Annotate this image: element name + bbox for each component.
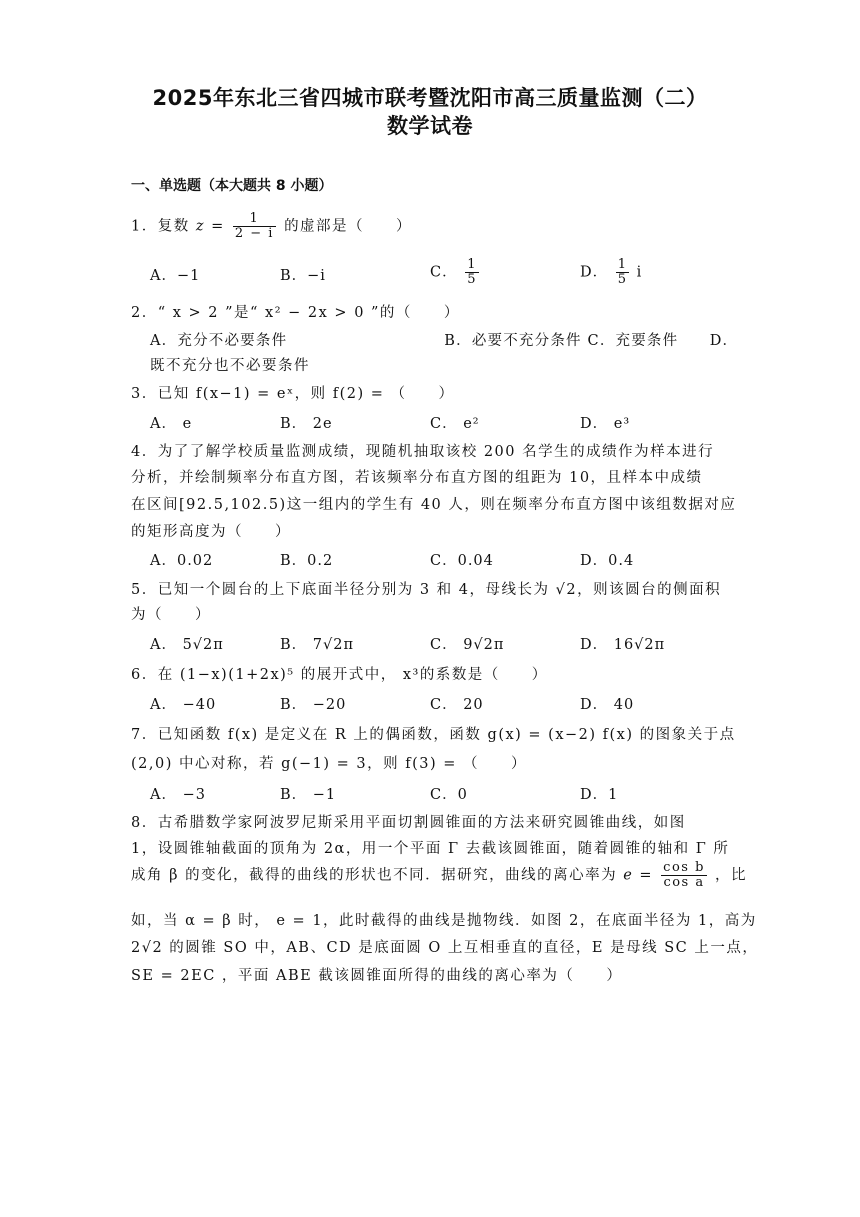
q4-option-d: D．0.4	[580, 553, 635, 569]
q1-frac-num: 1	[249, 211, 260, 226]
question-4-line-1: 4．为了了解学校质量监测成绩，现随机抽取该校 200 名学生的成绩作为样本进行	[131, 444, 715, 460]
question-4-line-2: 分析，并绘制频率分布直方图，若该频率分布直方图的组距为 10，且样本中成绩	[131, 470, 703, 486]
q1-fraction	[233, 212, 276, 241]
q1-option-d-frac	[616, 258, 629, 287]
question-8-line-5: 2√2 的圆锥 SO 中，AB、CD 是底面圆 O 上互相垂直的直径，E 是母线 SC 上一点，	[131, 940, 759, 956]
q5-option-c: C． 9√2π	[430, 637, 505, 653]
question-5-line-2: 为（ ）	[131, 607, 211, 623]
q5-option-b: B． 7√2π	[280, 637, 354, 653]
q8-line-3-lead: 成角 β 的变化，截得的曲线的形状也不同．据研究，曲线的离心率为	[131, 867, 618, 884]
q2-option-d-text: 既不充分也不必要条件	[150, 358, 310, 374]
question-2: 2．“ x > 2 ”是“ x² − 2x > 0 ”的（ ）	[131, 305, 460, 321]
q1-c-num: 1	[467, 257, 477, 272]
q1-option-d-label: D．	[580, 264, 609, 281]
q1-option-c-frac	[465, 258, 478, 287]
question-3: 3．已知 f(x−1) = eˣ，则 f(2) = （ ）	[131, 386, 455, 402]
q6-option-b: B． −20	[280, 697, 347, 713]
question-8-line-6: SE = 2EC ，平面 ABE 截该圆锥面所得的曲线的离心率为（ ）	[131, 968, 623, 984]
q1-option-c	[430, 258, 481, 287]
q5-option-d: D． 16√2π	[580, 637, 666, 653]
q1-z: z =	[195, 218, 225, 235]
q6-option-a: A． −40	[150, 697, 217, 713]
q1-d-den: 5	[617, 272, 628, 287]
q4-option-b: B．0.2	[280, 553, 334, 569]
q7-option-b: B． −1	[280, 787, 337, 803]
q1-option-c-label: C．	[430, 264, 458, 281]
q1-frac-den: 2 − i	[234, 226, 274, 241]
q3-option-d: D． e³	[580, 416, 631, 432]
q2-options: A．充分不必要条件 B．必要不充分条件 C．充要条件 D．	[150, 333, 739, 349]
q7-option-d: D．1	[580, 787, 619, 803]
q4-option-a: A．0.02	[150, 553, 214, 569]
q1-d-num: 1	[617, 257, 628, 272]
question-1	[131, 212, 412, 241]
question-8-line-4: 如，当 α = β 时， e = 1，此时截得的曲线是抛物线．如图 2，在底面半径为 1，高为	[131, 913, 757, 929]
q1-tail: 的虚部是（ ）	[284, 218, 413, 235]
q3-option-b: B． 2e	[280, 416, 333, 432]
section-heading: 一、单选题（本大题共 8 小题）	[131, 178, 333, 194]
q6-option-c: C． 20	[430, 697, 484, 713]
q7-option-a: A． −3	[150, 787, 206, 803]
question-4-line-3: 在区间[92.5,102.5)这一组内的学生有 40 人，则在频率分布直方图中该组数据对应	[131, 497, 737, 513]
question-8-line-1: 8．古希腊数学家阿波罗尼斯采用平面切割圆锥面的方法来研究圆锥曲线，如图	[131, 815, 686, 831]
exam-subtitle: 数学试卷	[387, 114, 473, 138]
q6-option-d: D． 40	[580, 697, 635, 713]
q3-option-c: C． e²	[430, 416, 480, 432]
q1-option-a: A．−1	[150, 268, 201, 284]
q5-option-a: A． 5√2π	[150, 637, 224, 653]
q1-lead: 1．复数	[131, 218, 190, 235]
question-8-line-3	[131, 861, 747, 890]
q4-option-c: C．0.04	[430, 553, 494, 569]
question-6: 6．在 (1−x)(1+2x)⁵ 的展开式中， x³的系数是（ ）	[131, 667, 548, 683]
q3-option-a: A． e	[150, 416, 193, 432]
exam-title: 2025年东北三省四城市联考暨沈阳市高三质量监测（二）	[152, 86, 708, 110]
q8-eccentricity-fraction	[661, 861, 707, 890]
q8-frac-num: cos b	[663, 860, 705, 875]
q1-option-b: B．−i	[280, 268, 326, 284]
q1-option-d-tail: i	[636, 264, 643, 281]
q1-option-d	[580, 258, 642, 287]
q8-frac-den: cos a	[661, 875, 707, 890]
question-7-line-2: (2,0) 中心对称，若 g(−1) = 3，则 f(3) = （ ）	[131, 756, 528, 772]
question-5-line-1: 5．已知一个圆台的上下底面半径分别为 3 和 4，母线长为 √2，则该圆台的侧面积	[131, 582, 722, 598]
q7-option-c: C．0	[430, 787, 468, 803]
q1-c-den: 5	[467, 272, 477, 287]
q8-e: e =	[623, 867, 654, 884]
question-4-line-4: 的矩形高度为（ ）	[131, 524, 291, 540]
q8-line-3-tail: ，比	[715, 867, 748, 884]
question-8-line-2: 1，设圆锥轴截面的顶角为 2α，用一个平面 Γ 去截该圆锥面，随着圆锥的轴和 Γ 所	[131, 841, 730, 857]
question-7-line-1: 7．已知函数 f(x) 是定义在 R 上的偶函数，函数 g(x) = (x−2) f(x) 的图象关于点	[131, 727, 736, 743]
